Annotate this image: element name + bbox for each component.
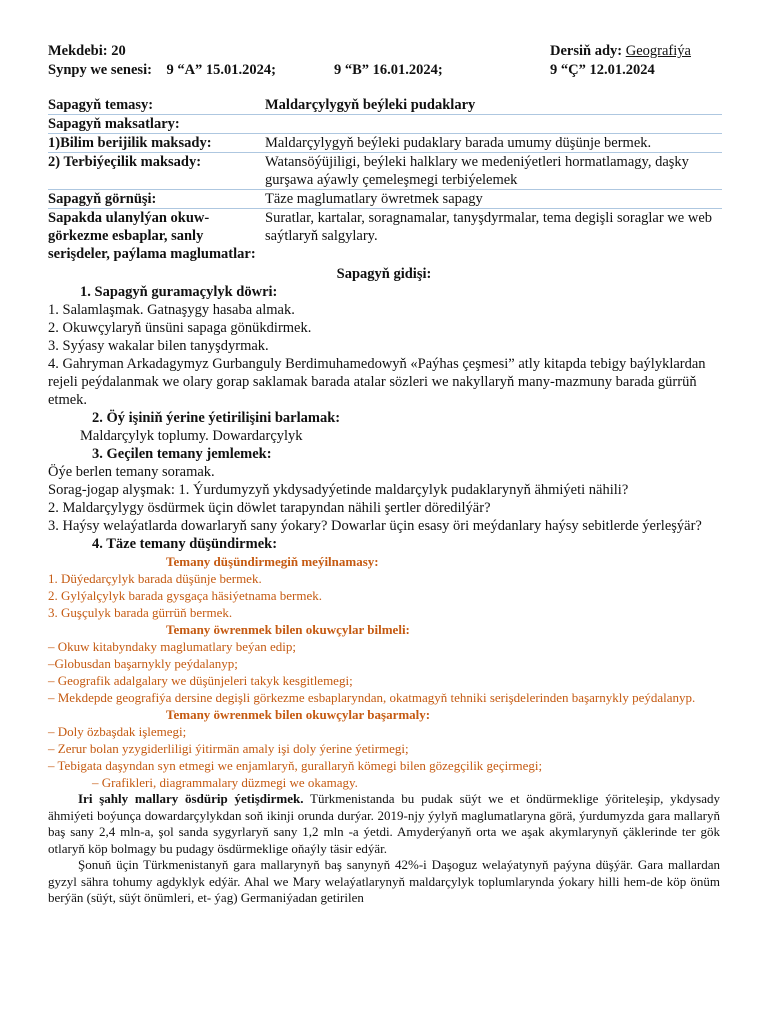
lesson-info-table xyxy=(48,96,722,263)
list-item: 3. Haýsy welaýatlarda dowarlaryň sany ýokary? Dowarlar üçin esasy öri meýdanlary haýsy sebitlerde ýerleşýär? xyxy=(48,518,702,534)
section-heading: 2. Öý işiniň ýerine ýetirilişini barlamak: xyxy=(92,410,341,426)
list-item: – Zerur bolan yzygiderliligi ýitirmän amaly işi doly ýerine ýetirmegi; xyxy=(48,741,409,756)
list-item: – Mekdepde geografiýa dersine degişli görkezme esbaplaryndan, okatmagyň tehniki serişdelerinden başarnykly peýdalanyp. xyxy=(48,690,696,705)
class-dates-left: Synpy we senesi: 9 “A” 15.01.2024; 9 “B” 16.01.2024; xyxy=(48,62,443,78)
list-item: 1. Düýedarçylyk barada düşünje bermek. xyxy=(48,571,262,586)
list-item: 4. Gahryman Arkadagymyz Gurbanguly Berdimuhamedowyň «Paýhas çeşmesi” atly kitapda tebigy baýlyklardan rejeli peýdalanmak we olary gorap saklamak barada atalar sözleri we nakyllaryň many-mazmuny barada gürrüň etmek. xyxy=(48,356,706,408)
list-item: 3. Syýasy wakalar bilen tanyşdyrmak. xyxy=(48,338,269,354)
list-item: Öýe berlen temany soramak. xyxy=(48,464,215,480)
subject-value: Geografiýa xyxy=(625,43,691,59)
list-item: Sorag-jogap alyşmak: 1. Ýurdumyzyň ykdysadyýetinde maldarçylyk pudaklarynyň ähmiýeti nähili? xyxy=(48,482,629,498)
list-item: – Doly özbaşdak işlemegi; xyxy=(48,724,187,739)
section-heading: 1. Sapagyň guramaçylyk döwri: xyxy=(80,284,278,300)
able-title: Temany öwrenmek bilen okuwçylar başarmaly: xyxy=(166,707,431,722)
section-heading: 3. Geçilen temany jemlemek: xyxy=(92,446,272,462)
table-row: Sapagyň temasy: Maldarçylygyň beýleki pudaklary xyxy=(48,96,722,115)
table-row: 1)Bilim berijilik maksady: Maldarçylygyň beýleki pudaklary barada umumy düşünje bermek. xyxy=(48,134,722,153)
table-row: Sapagyň görnüşi: Täze maglumatlary öwretmek sapagy xyxy=(48,190,722,209)
list-item: 2. Maldarçylygy ösdürmek üçin döwlet tarapyndan nähili şertler döredilýär? xyxy=(48,500,491,516)
list-item: 3. Guşçulyk barada gürrüň bermek. xyxy=(48,605,233,620)
paragraph: Maldarçylyk toplumy. Dowardarçylyk xyxy=(80,428,303,444)
list-item: – Tebigata daşyndan syn etmegi we enjamlaryň, gurallaryň kömegi bilen gözegçilik geçirmegi; xyxy=(48,758,543,773)
list-item: –Globusdan başarnykly peýdalanyp; xyxy=(48,656,238,671)
subject-label: Dersiň ady: Geografiýa xyxy=(550,43,691,59)
lesson-flow-title: Sapagyň gidişi: xyxy=(336,266,432,282)
table-row: Sapagyň maksatlary: xyxy=(48,115,722,134)
school-label: Mekdebi: 20 xyxy=(48,43,126,59)
list-item: 2. Okuwçylaryň ünsüni sapaga gönükdirmek. xyxy=(48,320,312,336)
body-paragraph-2: Şonuň üçin Türkmenistanyň gara mallarynyň baş sanynyň 42%-i Daşoguz welaýatynyň paýyna düşýär. Gara mallardan gyzyl sähra tohumy agdyklyk edýär. Ahal we Mary welaýatlarynyň maldarçylyk toplumlarynda ýokary hilli hem-de köp önüm berýän (süýt, süýt önümleri, et- ýag) Germaniýadan getirilen xyxy=(48,857,720,905)
body-paragraph-1: Iri şahly mallary ösdürip ýetişdirmek. Türkmenistanda bu pudak süýt we et öndürmeklige ýöriteleşip, ykdysady ähmiýeti boýunça dowardarçylykdan soň ikinji orunda durýar. 2019-njy ýylyň maglumatlaryna görä, ýurdumyzda gara mallaryň baş sany 2,4 mln-a, şol sanda sygyrlaryň sany 1,2 mln -a ýetdi. Amyderýanyň orta we aşak akymlarynyň çäklerinde ter gök otlaryň köp bolmagy bu pudagy ösdürmeklige oňaýly täsir edýär. xyxy=(48,791,720,856)
list-item: – Okuw kitabyndaky maglumatlary beýan edip; xyxy=(48,639,297,654)
list-item: – Geografik adalgalary we düşünjeleri takyk kesgitlemegi; xyxy=(48,673,353,688)
list-item: 2. Gylýalçylyk barada gysgaça häsiýetnama bermek. xyxy=(48,588,322,603)
table-row: Sapakda ulanylýan okuw-görkezme esbaplar, sanly serişdeler, paýlama maglumatlar: Suratlar, kartalar, soragnamalar, tanyşdyrmalar, tema degişli soraglar we web saýtlaryň salgylary. xyxy=(48,210,713,262)
objectives-title: Temany düşündirmegiň meýilnamasy: xyxy=(166,554,379,569)
know-title: Temany öwrenmek bilen okuwçylar bilmeli: xyxy=(166,622,410,637)
list-item: 1. Salamlaşmak. Gatnaşygy hasaba almak. xyxy=(48,302,295,318)
table-row: 2) Terbiýeçilik maksady: Watansöýüjiligi, beýleki halklary we medeniýetleri hormatlamagy, daşky gurşawa aýawly çemeleşmegi terbiýelemek xyxy=(48,153,722,190)
list-item: – Grafikleri, diagrammalary düzmegi we okamagy. xyxy=(92,775,358,790)
section-heading: 4. Täze temany düşündirmek: xyxy=(92,536,278,552)
header-row-1 xyxy=(48,42,720,61)
class-c-date: 9 “Ç” 12.01.2024 xyxy=(550,62,655,78)
header-row-2 xyxy=(48,61,720,80)
